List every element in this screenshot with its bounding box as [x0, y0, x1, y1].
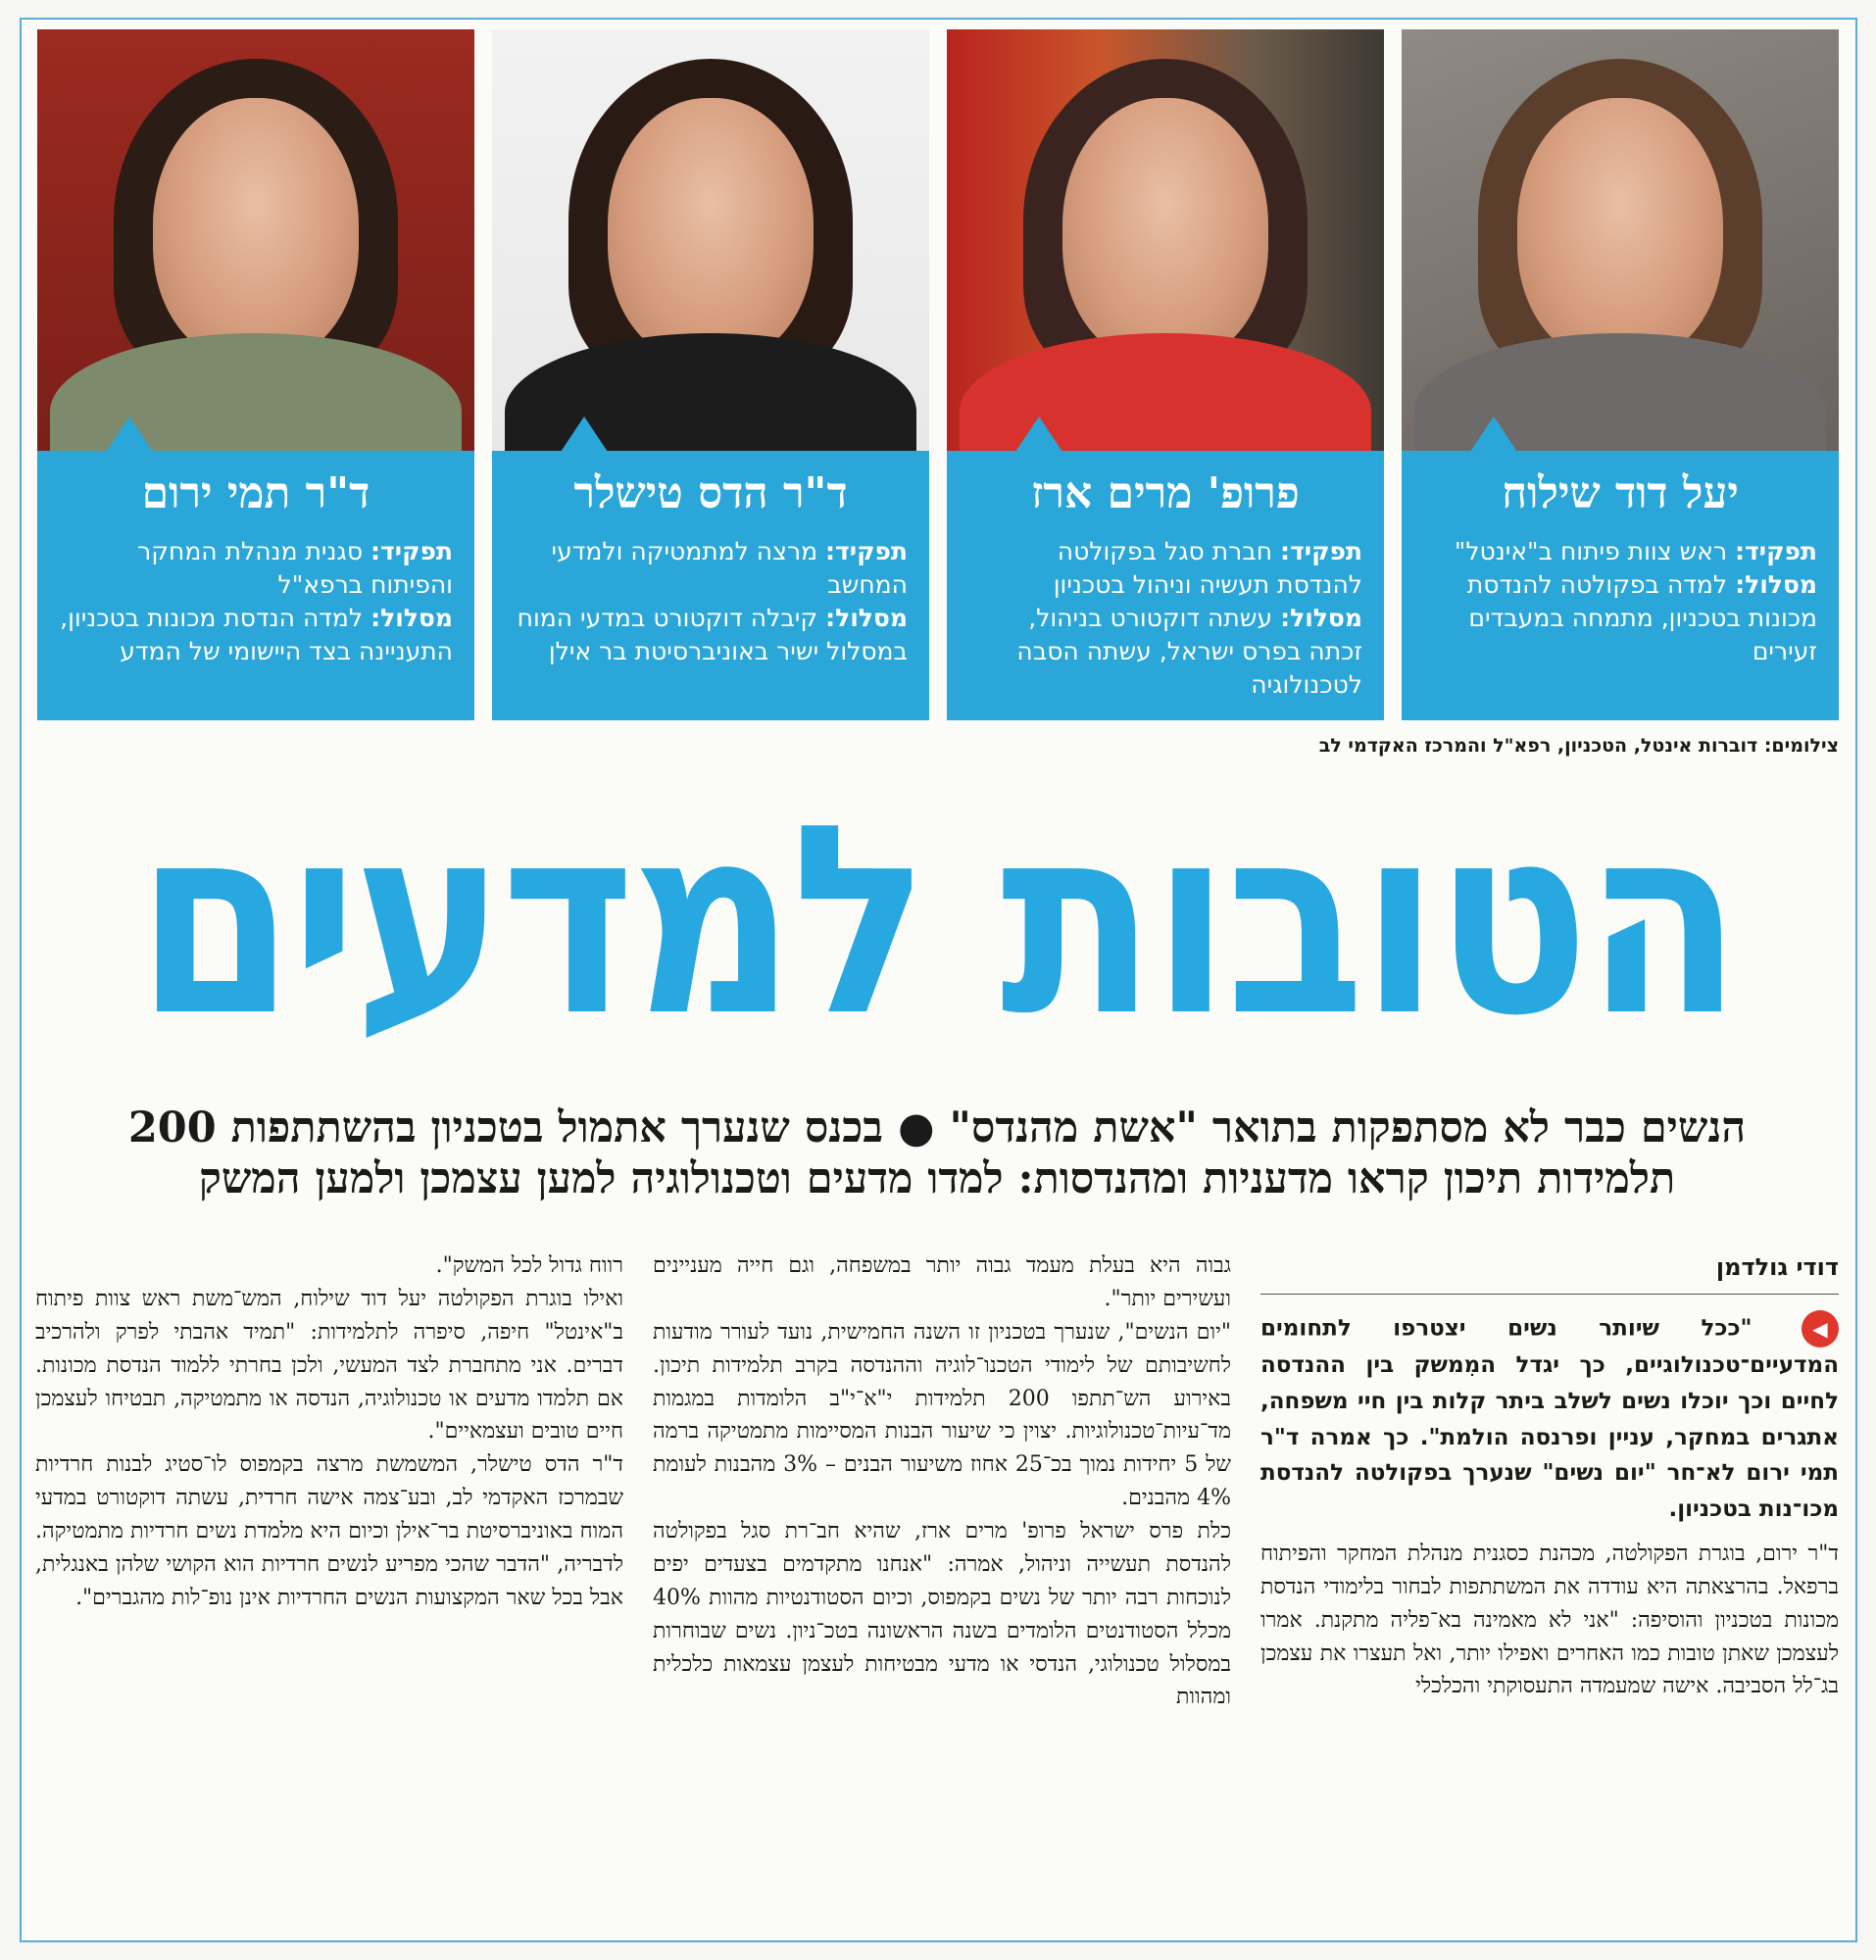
profile-card-tami [37, 29, 474, 720]
profile-desc [968, 535, 1362, 702]
paragraph: גבוה היא בעלת מעמד גבוה יותר במשפחה, וגם חייה מעניינים ועשירים יותר". [653, 1253, 1231, 1311]
portrait-photo [37, 29, 474, 451]
subhead-line-2: תלמידות תיכון קראו מדעניות ומהנדסות: למדו מדעים וטכנולוגיה למען עצמכן ולמען המשק [198, 1154, 1676, 1204]
callout-notch [561, 416, 608, 452]
path-label: מסלול: [1735, 570, 1817, 600]
profile-info [1402, 451, 1839, 720]
profile-card-miriam [947, 29, 1384, 720]
paragraph: כלת פרס ישראל פרופ' מרים ארז, שהיא חב־רת סגל בפקולטה להנדסת תעשייה וניהול, אמרה: "אנחנו מתקדמים בצעדים יפים לנוכחות רבה יותר של נשים בקמפוס, וכיום הסטודנטיות מהוות 40% מכלל הסטודנטים הלומדים בשנה הראשונה בטכ־ניון. נשים שבוחרות במסלול טכנולוגי, הנדסי או מדעי מבטיחות לעצמן עצמאות כלכלית ומהוות [653, 1519, 1231, 1710]
role-text: מרצה למתמטיקה ולמדעי המחשב [551, 537, 908, 600]
path-label: מסלול: [1280, 604, 1362, 633]
lead-paragraph [1260, 1310, 1839, 1528]
profile-desc [1423, 535, 1817, 668]
subheadline [35, 1102, 1839, 1205]
profile-info [37, 451, 474, 720]
paragraph: ד"ר הדס טישלר, המשמשת מרצה בקמפוס לו־סטיג לבנות חרדיות שבמרכז האקדמי לב, ובע־צמה אישה חרדית, עשתה דוקטורט במדעי המוח באוניברסיטת בר־אילן וכיום היא מלמדת נשים חרדיות מתמטיקה. לדבריה, "הדבר שהכי מפריע לנשים חרדיות הוא הקושי שלהן באנגלית, אבל בכל שאר המקצועות הנשים החרדיות אינן נופ־לות מהגברים". [35, 1452, 623, 1610]
portrait-photo [492, 29, 929, 451]
paragraph: ד"ר ירום, בוגרת הפקולטה, מכהנת כסגנית מנהלת המחקר והפיתוח ברפאל. בהרצאתה היא עודדה את המשתתפות לבחור בלימודי הנדסת מכונות בטכניון והוסיפה: "אני לא מאמינה בא־פליה מתקנת. אמרו לעצמכן שאתן טובות כמו האחרים ואפילו יותר, ואל תעצרו את עצמכן בג־לל הסביבה. אישה שמעמדה התעסוקתי והכלכלי [1260, 1541, 1839, 1699]
paragraph: רווח גדול לכל המשק". [435, 1253, 623, 1278]
byline: דודי גולדמן [1260, 1250, 1839, 1295]
profile-name: יעל דוד שילוח [1502, 468, 1739, 518]
profile-name: ד"ר תמי ירום [141, 468, 370, 518]
portrait-photo [947, 29, 1384, 451]
role-text: חברת סגל בפקולטה להנדסת תעשיה וניהול בטכניון [1053, 537, 1362, 600]
role-label: תפקיד: [1735, 537, 1817, 566]
arrow-bullet-icon: ◀ [1802, 1310, 1839, 1348]
role-label: תפקיד: [370, 537, 453, 566]
paragraph: "יום הנשים", שנערך בטכניון זו השנה החמישית, נועד לעורר מודעות לחשיבותם של לימודי הטכנו־לוגיה וההנדסה בקרב תלמידות תיכון. באירוע הש־תתפו 200 תלמידות י"א־י"ב הלומדות במגמות מד־עיות־טכנולוגיות. יצוין כי שיעור הבנות המסיימות מתמטיקה ברמה של 5 יחידות נמוך בכ־25 אחוז משיעור הבנים – 3% מהבנות לעומת 4% מהבנים. [653, 1319, 1231, 1511]
profile-cards [35, 29, 1839, 720]
profile-card-hadas [492, 29, 929, 720]
column-2 [653, 1250, 1231, 1906]
path-label: מסלול: [370, 604, 453, 633]
lead-text: "ככל שיותר נשים יצטרפו לתחומים המדעיים־טכנולוגיים, כך יגדל המִמשק בין ההנדסה לחיים וכך יוכלו נשים לשלב ביתר קלות בין חיי משפחה, אתגרים במחקר, עניין ופרנסה הולמת". כך אמרה ד"ר תמי ירום לא־חר "יום נשים" שנערך בפקולטה להנדסת מכו־נות בטכניון. [1260, 1315, 1839, 1523]
profile-info [947, 451, 1384, 720]
path-text: למדה בפקולטה להנדסת מכונות בטכניון, מתמחה במעבדים זעירים [1466, 570, 1817, 666]
headline: הטובות למדעים [136, 768, 1738, 1074]
profile-name: ד"ר הדס טישלר [573, 468, 848, 518]
profile-desc [514, 535, 908, 668]
callout-notch [1015, 416, 1062, 452]
subhead-line-1: הנשים כבר לא מסתפקות בתואר "אשת מהנדס" ● בכנס שנערך אתמול בטכניון בהשתתפות 200 [127, 1103, 1747, 1152]
profile-desc [59, 535, 453, 668]
path-text: עשתה דוקטורט בניהול, זכתה בפרס ישראל, עשתה הסבה לטכנולוגיה [1016, 604, 1362, 700]
path-text: קיבלה דוקטורט במדעי המוח במסלול ישיר באוניברסיטת בר אילן [517, 604, 908, 666]
article-body [35, 1250, 1839, 1906]
profile-name: פרופ' מרים ארז [1031, 468, 1300, 518]
path-text: למדה הנדסת מכונות בטכניון, התעניינה בצד היישומי של המדע [60, 604, 453, 666]
column-3 [35, 1250, 623, 1906]
role-text: ראש צוות פיתוח ב"אינטל" [1454, 537, 1728, 566]
photo-credit: צילומים: דוברות אינטל, הטכניון, רפא"ל והמרכז האקדמי לב [1318, 735, 1839, 757]
callout-notch [106, 416, 153, 452]
role-text: סגנית מנהלת המחקר והפיתוח ברפא"ל [137, 537, 453, 600]
role-label: תפקיד: [1280, 537, 1362, 566]
paragraph: ואילו בוגרת הפקולטה יעל דוד שילוח, המש־משת ראש צוות פיתוח ב"אינטל" חיפה, סיפרה לתלמידות: "תמיד אהבתי לפרק ולהרכיב דברים. אני מתחברת לצד המעשי, ולכן בחרתי ללמוד הנדסת מכונות. אם תלמדו מדעים או טכנולוגיה, הנדסה או מתמטיקה, תבטיחו לעצמכן חיים טובים ועצמאיים". [35, 1286, 623, 1445]
path-label: מסלול: [825, 604, 908, 633]
profile-info [492, 451, 929, 720]
column-1 [1260, 1250, 1839, 1906]
portrait-photo [1402, 29, 1839, 451]
profile-card-yael [1402, 29, 1839, 720]
role-label: תפקיד: [825, 537, 908, 566]
callout-notch [1470, 416, 1517, 452]
